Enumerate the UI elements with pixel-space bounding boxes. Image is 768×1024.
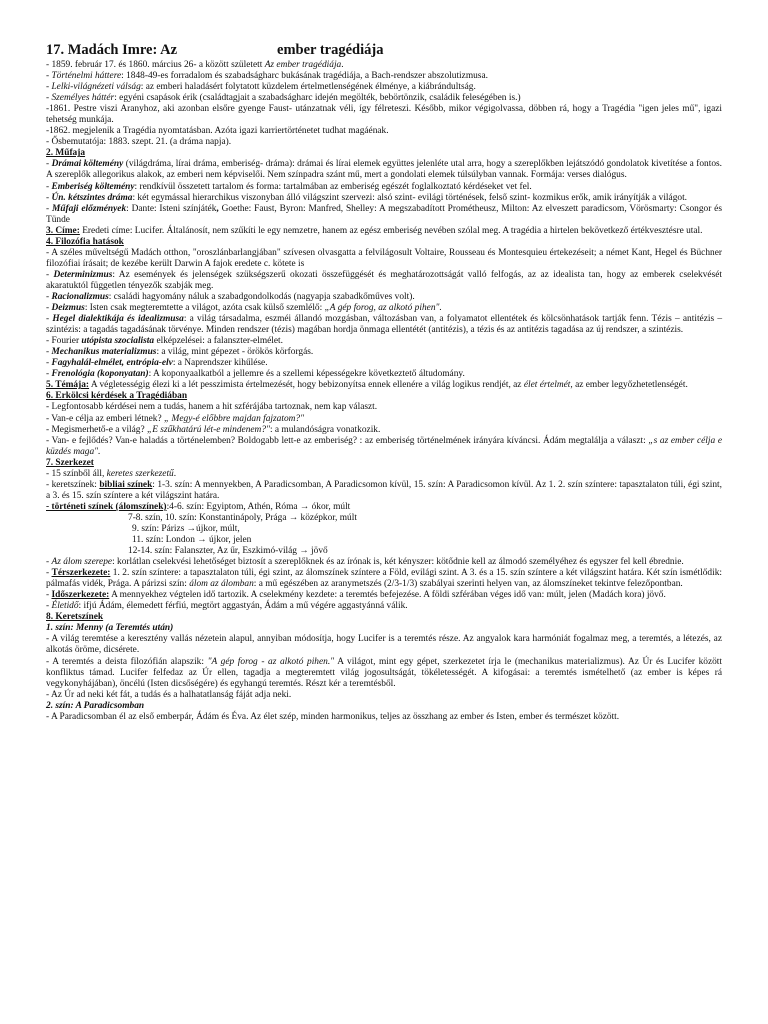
text-run: 2. szín: A Paradicsomban [46, 700, 145, 711]
text-run: „E szűkhatárú lét-e mindenem?" [147, 424, 270, 435]
text-line [46, 568, 722, 590]
text-run: 4. Filozófia hatások [46, 236, 124, 247]
text-run: - A teremtés a deista filozófián alapszik: [46, 656, 208, 667]
text-line [46, 226, 722, 237]
text-run: - [46, 601, 52, 612]
text-run: Történelmi háttere [51, 71, 122, 82]
text-run: Életidő [51, 601, 79, 612]
text-line [46, 414, 722, 425]
text-run: Műfaji előzmények [51, 203, 127, 214]
text-run: Determinizmus [53, 269, 113, 280]
text-run: Drámai költemény [51, 159, 124, 170]
text-line [46, 391, 722, 402]
text-run: : 1848-49-es forradalom és szabadságharc bukásának tragédiája, a Bach-rendszer abszolutizmusa. [121, 71, 488, 82]
text-run: 1. 2. szín színtere: a tapasztalaton túli, égi szint, az álomszínek színtere a Föld, evilági szint. A 3. és a 15. szín színtere a két világszint határa. Két szín ismétlődik: pálmafás vidék, Prága. A párizsi szín: [46, 568, 722, 590]
text-line [46, 358, 722, 369]
text-line [46, 612, 722, 623]
text-run: : rendkívül összetett tartalom és forma: tartalmában az emberiség egészét foglalkoztató kérdéseket vet fel. [134, 181, 532, 192]
text-run: - [46, 203, 52, 214]
text-run: „ Megy-é előbbre majdan fajzatom?" [164, 413, 305, 424]
text-run: keretes szerkezetű [106, 468, 174, 479]
text-line [46, 182, 722, 193]
text-run: 12-14. szín: Falanszter, Az űr, Eszkimó-világ → jövő [128, 546, 328, 557]
text-run: : a világ, mint gépezet - örökös körforgás. [156, 347, 314, 358]
text-line [46, 634, 722, 656]
text-run: 7. Szerkezet [46, 457, 94, 468]
text-run: - Az Úr ad neki két fát, a tudás és a halhatatlanság fáját adja neki. [46, 689, 292, 700]
text-run: , az ember legyőzhetetlenségét. [570, 380, 688, 391]
text-run: - [46, 557, 52, 568]
text-run: - [46, 291, 52, 302]
text-run: : egyéni csapások érik (családtagjait a szabadságharc idején megölték, bebörtönzik, családik feleségében is.) [114, 93, 521, 104]
text-run: 6. Erkölcsi kérdések a Tragédiában [46, 391, 188, 402]
text-line [46, 237, 722, 248]
text-run: Az álom szerepe [51, 557, 113, 568]
text-run: : két egymással hierarchikus viszonyban álló világszint szervezi: alsó szint- evilági történések, felső szint- kozmikus erők, amik irányítják a világot. [132, 192, 688, 203]
text-run: -1861. Pestre viszi Aranyhoz, aki azonban elsőre gyenge Faust- utánzatnak véli, így félreteszi. Később, mikor végigolvassa, döbben rá, hogy a Tragédia "igen jeles mű", igazi tehetség munkája. [46, 104, 722, 126]
text-run: : korlátlan cselekvési lehetőséget biztosít a szereplőknek és az írónak is, két kényszer: kötődnie kell az álmodó személyéhez és egyszer fel kell ébrednie. [112, 557, 684, 568]
text-run: : ifjú Ádám, élemedett férfiú, megtört aggastyán, Ádám a mű végére aggastyánná válik. [78, 601, 408, 612]
text-run: :4-6. szín: Egyiptom, Athén, Róma → ókor, múlt [166, 501, 351, 512]
text-line [46, 137, 722, 148]
text-line [46, 204, 722, 226]
text-run: Térszerkezete: [51, 568, 111, 579]
text-run: : a Naprendszer kihűlése. [172, 358, 268, 369]
text-run: - Megismerhető-e a világ? [46, 424, 148, 435]
text-line [46, 369, 722, 380]
text-line [46, 248, 722, 270]
text-run: : az emberi haladásért folytatott küzdelem értelmetlenségének élménye, a kiábrándultság. [140, 82, 476, 93]
text-run: - történeti színek (álomszínek) [46, 501, 167, 512]
text-line [46, 546, 722, 557]
text-run: 8. Keretszínek [46, 612, 104, 623]
text-line [46, 480, 722, 502]
text-run: 7-8. szín, 10. szín: Konstantinápoly, Prága → középkor, múlt [128, 512, 357, 523]
text-line [46, 590, 722, 601]
text-run: - [46, 369, 52, 380]
text-run: - Legfontosabb kérdései nem a tudás, hanem a hit szférájába tartoznak, nem kap választ. [46, 402, 378, 413]
text-run: - [46, 358, 52, 369]
text-line [46, 292, 722, 303]
text-line [46, 93, 722, 104]
text-run: Személyes háttér [51, 93, 115, 104]
text-run: Fagyhalál-elmélet, entrópia-elv [51, 358, 173, 369]
text-line [46, 425, 722, 436]
text-run: - 15 színből áll, [46, 468, 107, 479]
text-run: : Az események és jelenségek szükségszerű okozati összefüggését és meghatározottságát valló felfogás, az az idealista tan, hogy az emberek cselekvését akaratuktól független tényezők szabják meg. [46, 269, 722, 291]
text-line [46, 469, 722, 480]
text-run: Frenológia (koponyatan) [51, 369, 149, 380]
text-run: . [341, 60, 344, 70]
text-line [46, 701, 722, 712]
text-line [46, 535, 722, 546]
text-run: : A koponyaalkatból a jellemre és a szellemi képességekre következtető áltudomány. [148, 369, 465, 380]
text-run: - [46, 303, 52, 314]
text-run: - Fourier [46, 336, 82, 347]
text-run: 9. szín: Párizs →újkor, múlt, [132, 523, 240, 534]
text-run: Lelki-világnézeti válság [51, 82, 141, 93]
text-run: élet értelmét [523, 380, 571, 391]
text-run: 3. Címe: [46, 225, 80, 236]
text-line [46, 524, 722, 535]
text-run: - [46, 314, 53, 325]
text-run: Hegel dialektikája és idealizmusa [52, 314, 184, 325]
text-run: - Ősbemutatója: 1883. szept. 21. (a dráma napja). [46, 137, 232, 148]
text-line [46, 458, 722, 469]
text-line [46, 380, 722, 391]
text-run: - Van- e fejlődés? Van-e haladás a történelemben? Boldogabb lett-e az emberiség? : az emberiség történelmének irányára kíváncsi. Ádám megtalálja a választ: [46, 435, 649, 446]
text-run: „A gép forog, az alkotó pihen". [324, 303, 442, 314]
text-line [46, 303, 722, 314]
text-run: - keretszínek: [46, 479, 100, 490]
text-run: - [46, 192, 52, 203]
text-run: - A Paradicsomban él az első emberpár, Ádám és Éva. Az élet szép, minden harmonikus, teljes az összhang az ember és Isten, ember és természet között. [46, 711, 620, 722]
text-line [46, 148, 722, 159]
text-run: A végletességig élezi ki a lét pesszimista értelmezését, hogy bebizonyítsa ennek ellenére a világ logikus rendjét, az [89, 380, 524, 391]
title-left: 17. Madách Imre: Az [46, 42, 178, 58]
text-run: A világot, mint egy gépet, szerkezetet írja le (mechanikus materializmus). Az Úr és Lucifer között konfliktus támad. Lucifer felfedaz az Úr ellen, tagadja a megteremtett világ jogosultságát, tökéletességét. A kifogásai: a teremtés ismételhető (az ember is képes rá vegykonyhájában), öncélú (Isten dicsőségére) és egyhangú teremtés. Részt kér a teremtésből. [46, 656, 723, 689]
text-run: A mennyekhez végtelen idő tartozik. A cselekmény kezdete: a teremtés befejezése. A földi szférában véges idő van: múlt, jelen (Madách kora) jövő. [109, 590, 666, 601]
text-run: - [46, 347, 52, 358]
text-run: 5. Témája: [46, 380, 90, 391]
text-run: : a világ társadalma, eszméi állandó mozgásban, változásban van, a folyamatot ellentétek és kölcsönhatások tartják fenn. Tézis – antitézis – szintézis: a tagadás tagadásának törvénye. Minden rendszer (tézis) magában hordja önmaga ellentétét (antitézis), a tézis és az antitézis tagadása az új rendszer, a szintézis. [46, 314, 723, 336]
text-line [46, 104, 722, 126]
document-body [46, 60, 722, 723]
text-line [46, 623, 722, 634]
text-run: Emberiség költemény [51, 181, 135, 192]
text-run: Mechanikus materializmus [51, 347, 157, 358]
text-line [46, 347, 722, 358]
text-run: - [46, 71, 52, 82]
text-run: - [46, 269, 54, 280]
text-line [46, 60, 722, 71]
text-run: -1862. megjelenik a Tragédia nyomtatásban. Azóta igazi karriertörténetet tudhat magáénak. [46, 126, 389, 137]
text-run: : Isten csak megteremtette a világot, azóta csak külső szemlélő: [84, 303, 325, 314]
text-line [46, 314, 722, 336]
text-line [46, 601, 722, 612]
text-run: elképzelései: a falanszter-elmélet. [154, 336, 283, 347]
page-title [46, 42, 722, 59]
text-run: : 1-3. szín: A mennyekben, A Paradicsomban, A Paradicsomon kívül, 15. szín: A Paradicsomon kívül. Az 1. 2. szín színtere: tapasztalaton túli, égi szint, a 3. és 15. szín színtere a két világszint határa. [46, 479, 722, 501]
text-line [46, 557, 722, 568]
text-line [46, 436, 722, 458]
text-run: Ún. kétszintes dráma [51, 192, 133, 203]
text-run: 11. szín: London → újkor, jelen [132, 535, 252, 546]
text-run: 1. szín: Menny (a Teremtés után) [46, 623, 174, 634]
text-run: Racionalizmus [51, 291, 109, 302]
text-run: Eredeti címe: Lucifer. Általánosít, nem szűkíti le egy nemzetre, hanem az egész emberiség nevében szólal meg. A tragédia a hirtelen bekövetkező értékvesztésre utal. [79, 225, 703, 236]
text-line [46, 502, 722, 513]
text-run: - A széles műveltségű Madách otthon, "oroszlánbarlangjában" szívesen olvasgatta a felvilágosult Voltaire, Rousseau és Montesquieu értekezéseit; a német Kant, Hegel és Büchner filozófiai írásait; de kezébe került Darwin A fajok eredete c. kötete is [46, 247, 722, 269]
text-run: (világdráma, lírai dráma, emberiség- dráma): drámai és lírai elemek együttes jelenléte utal arra, hogy a szereplőkben lejátszódó gondolatok kivetítése a fontos. A szereplők allegorikus alakok, az emberi nem képviselői. Nem színpadra szánt mű, mert a gondolati elemek túlsúlyban vannak. Formája: verses dialógus. [46, 159, 723, 181]
title-right: ember tragédiája [277, 42, 384, 58]
text-run: utópista szocialista [81, 336, 155, 347]
text-run: - [46, 181, 52, 192]
text-line [46, 657, 722, 690]
text-line [46, 402, 722, 413]
text-line [46, 159, 722, 181]
text-run: álom az álomban [189, 579, 254, 590]
text-run: : családi hagyomány náluk a szabadgondolkodás (nagyapja szabadkőműves volt). [108, 291, 415, 302]
text-line [46, 193, 722, 204]
text-run: : a mű egészében az aranymetszés (2/3-1/3) szabályai szerinti helyen van, az álomszíneket tekintve felezőpontban. [253, 579, 683, 590]
text-run: - Van-e célja az emberi létnek? [46, 413, 164, 424]
text-line [46, 712, 722, 723]
text-run: - [46, 590, 52, 601]
text-run: Goethe: Faust, Byron: Manfred, Shelley: A megszabadított Prométheusz, Milton: Az elveszett paradicsom, Vörösmarty: Csongor és Tünde [46, 203, 722, 225]
text-run: - [46, 568, 52, 579]
text-run: - 1859. február 17. és 1860. március 26- a között született [46, 60, 265, 70]
text-run: : Dante: Isteni színjáték [126, 203, 217, 214]
text-run: 2. Műfaja [46, 148, 86, 159]
text-run: : a mulandóságra vonatkozik. [269, 424, 381, 435]
text-run: , [216, 203, 219, 214]
text-run: - [46, 82, 52, 93]
text-run: - [46, 93, 52, 104]
text-run: - [46, 159, 52, 170]
text-run: „s az ember célja e küzdés maga". [46, 435, 722, 457]
text-line [46, 71, 722, 82]
text-line [46, 82, 722, 93]
text-run: bibliai színek [99, 479, 153, 490]
text-run: Időszerkezete: [51, 590, 110, 601]
text-line [46, 126, 722, 137]
text-line [46, 690, 722, 701]
text-run: Az ember tragédiája [264, 60, 342, 70]
text-run: Deizmus [51, 303, 85, 314]
text-line [46, 270, 722, 292]
text-run: . [173, 468, 177, 479]
text-run: - A világ teremtése a keresztény vallás nézetein alapul, annyiban módosítja, hogy Lucifer is a teremtés része. Az angyalok kara harmóniát fogalmaz meg, a teremtés, a létezés, az alkotás öröme, dicsérete. [46, 634, 722, 656]
text-run: "A gép forog - az alkotó pihen." [207, 656, 335, 667]
text-line [46, 513, 722, 524]
text-line [46, 336, 722, 347]
